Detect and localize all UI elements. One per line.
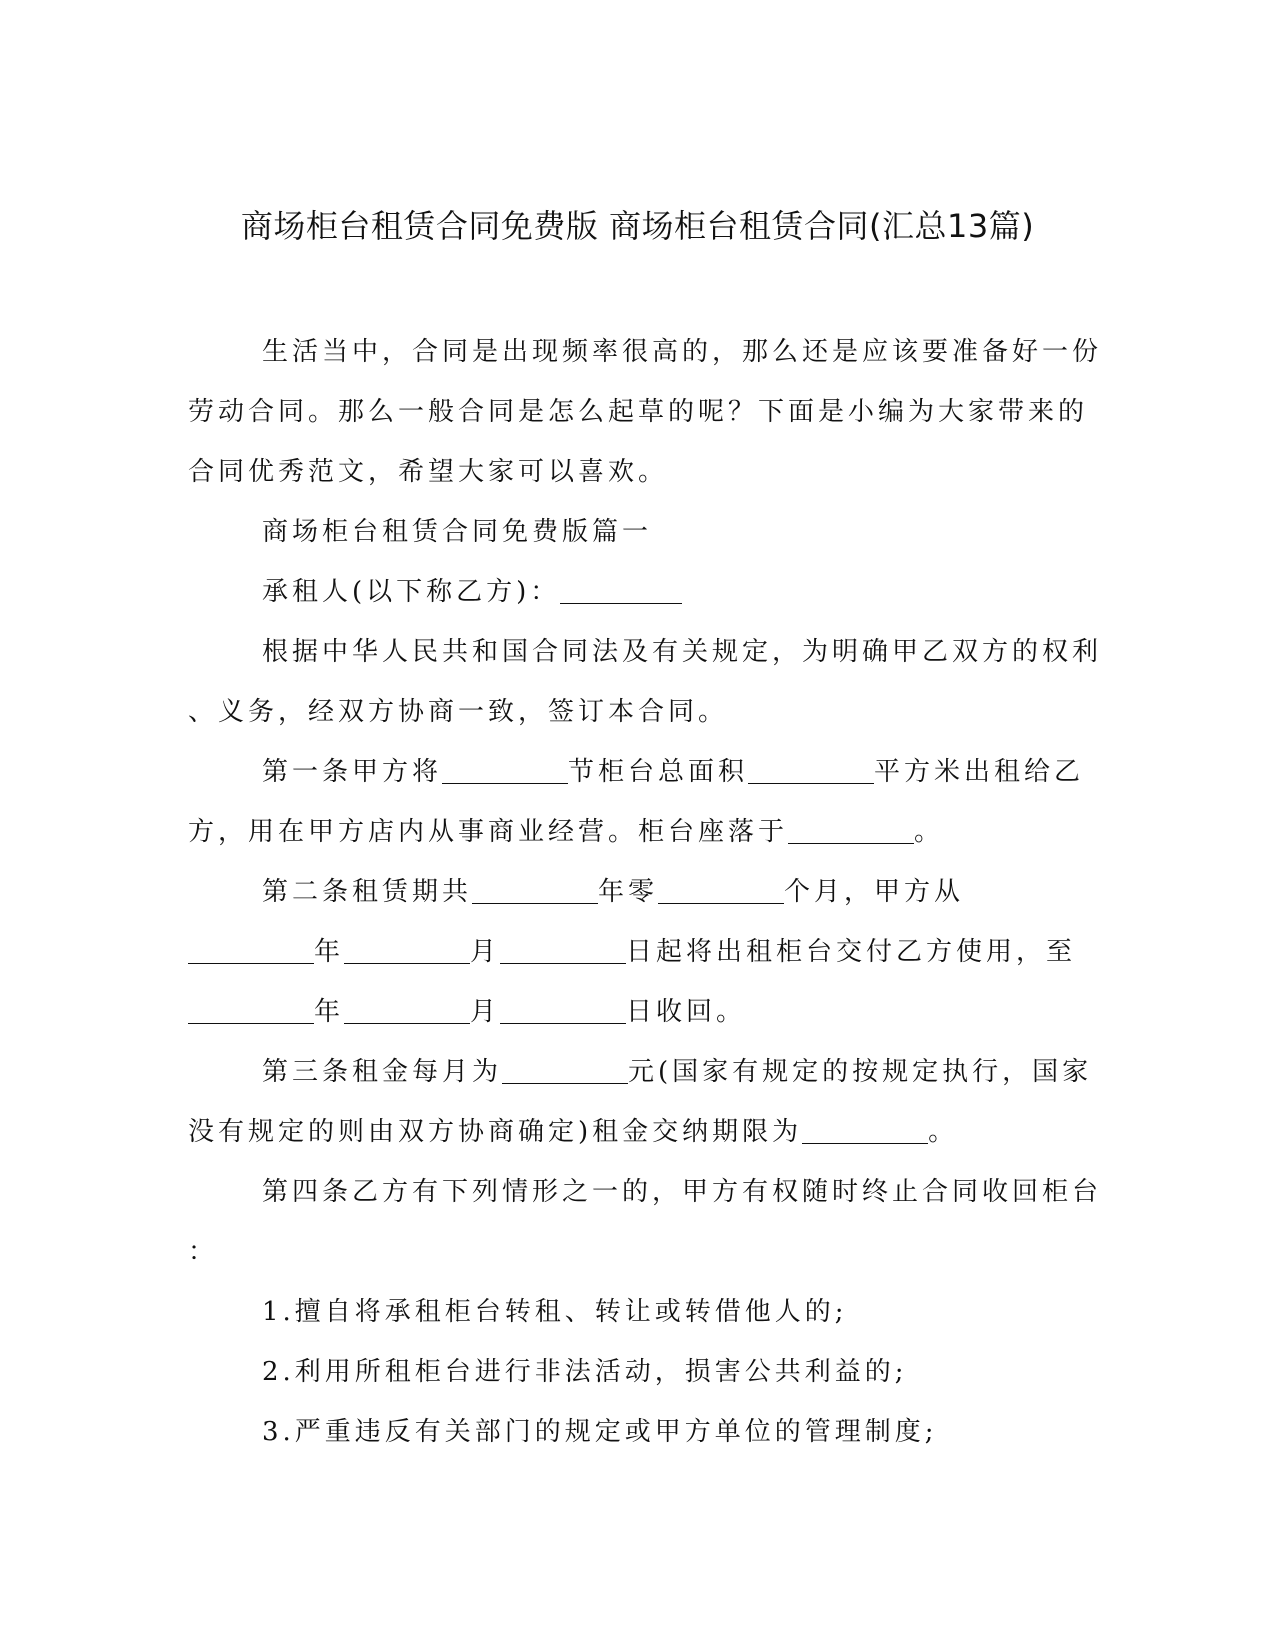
blank-field: [500, 997, 626, 1024]
lessee-line: [188, 562, 1090, 622]
article-text: 。: [928, 1117, 959, 1147]
article-2-line-1: [188, 862, 1090, 922]
blank-field: [560, 577, 682, 604]
article-text: 第二条租赁期共: [262, 877, 473, 907]
article-text: 节柜台总面积: [568, 757, 749, 787]
blank-field: [442, 757, 568, 784]
article-4-item-3: 3.严重违反有关部门的规定或甲方单位的管理制度;: [262, 1417, 938, 1447]
article-text: 平方米出租给乙: [874, 757, 1085, 787]
blank-field: [344, 997, 470, 1024]
article-3-line-2: [188, 1102, 1090, 1162]
article-text: 年零: [598, 877, 659, 907]
article-4-line-1: 第四条乙方有下列情形之一的，甲方有权随时终止合同收回柜台: [262, 1177, 1103, 1207]
intro-line-2: 劳动合同。那么一般合同是怎么起草的呢？下面是小编为大家带来的: [188, 397, 1089, 427]
intro-line-3: 合同优秀范文，希望大家可以喜欢。: [188, 457, 669, 487]
article-4-colon: ：: [188, 1237, 219, 1267]
article-text: 日起将出租柜台交付乙方使用，至: [626, 937, 1077, 967]
lessee-label: 承租人(以下称乙方)：: [262, 577, 561, 607]
blank-field: [188, 997, 314, 1024]
article-text: 年: [314, 997, 345, 1027]
section-heading: 商场柜台租赁合同免费版篇一: [262, 517, 653, 547]
basis-line-2: 、义务，经双方协商一致，签订本合同。: [188, 697, 729, 727]
article-text: 方，用在甲方店内从事商业经营。柜台座落于: [188, 817, 789, 847]
article-text: 月: [470, 937, 501, 967]
blank-field: [344, 937, 470, 964]
blank-field: [188, 937, 314, 964]
article-text: 。: [914, 817, 945, 847]
blank-field: [748, 757, 874, 784]
article-2-line-3: [188, 982, 1090, 1042]
blank-field: [788, 817, 914, 844]
blank-field: [802, 1117, 928, 1144]
article-text: 第一条甲方将: [262, 757, 443, 787]
document-title: 商场柜台租赁合同免费版 商场柜台租赁合同(汇总13篇): [240, 207, 1035, 245]
article-2-line-2: [188, 922, 1090, 982]
article-1-line-1: [188, 742, 1090, 802]
article-text: 月: [470, 997, 501, 1027]
article-4-item-1: 1.擅自将承租柜台转租、转让或转借他人的;: [262, 1297, 848, 1327]
intro-line-1: 生活当中，合同是出现频率很高的，那么还是应该要准备好一份: [262, 337, 1103, 367]
article-4-item-2: 2.利用所租柜台进行非法活动，损害公共利益的;: [262, 1357, 908, 1387]
article-text: 个月，甲方从: [784, 877, 965, 907]
article-text: 没有规定的则由双方协商确定)租金交纳期限为: [188, 1117, 803, 1147]
article-3-line-1: [188, 1042, 1093, 1102]
basis-line-1: 根据中华人民共和国合同法及有关规定，为明确甲乙双方的权利: [262, 637, 1103, 667]
article-text: 第三条租金每月为: [262, 1057, 503, 1087]
blank-field: [658, 877, 784, 904]
article-1-line-2: [188, 802, 1090, 862]
blank-field: [472, 877, 598, 904]
article-text: 日收回。: [626, 997, 747, 1027]
article-text: 年: [314, 937, 345, 967]
article-text: 元(国家有规定的按规定执行，国家: [628, 1057, 1093, 1087]
blank-field: [500, 937, 626, 964]
blank-field: [502, 1057, 628, 1084]
document-body: [188, 322, 1103, 1462]
